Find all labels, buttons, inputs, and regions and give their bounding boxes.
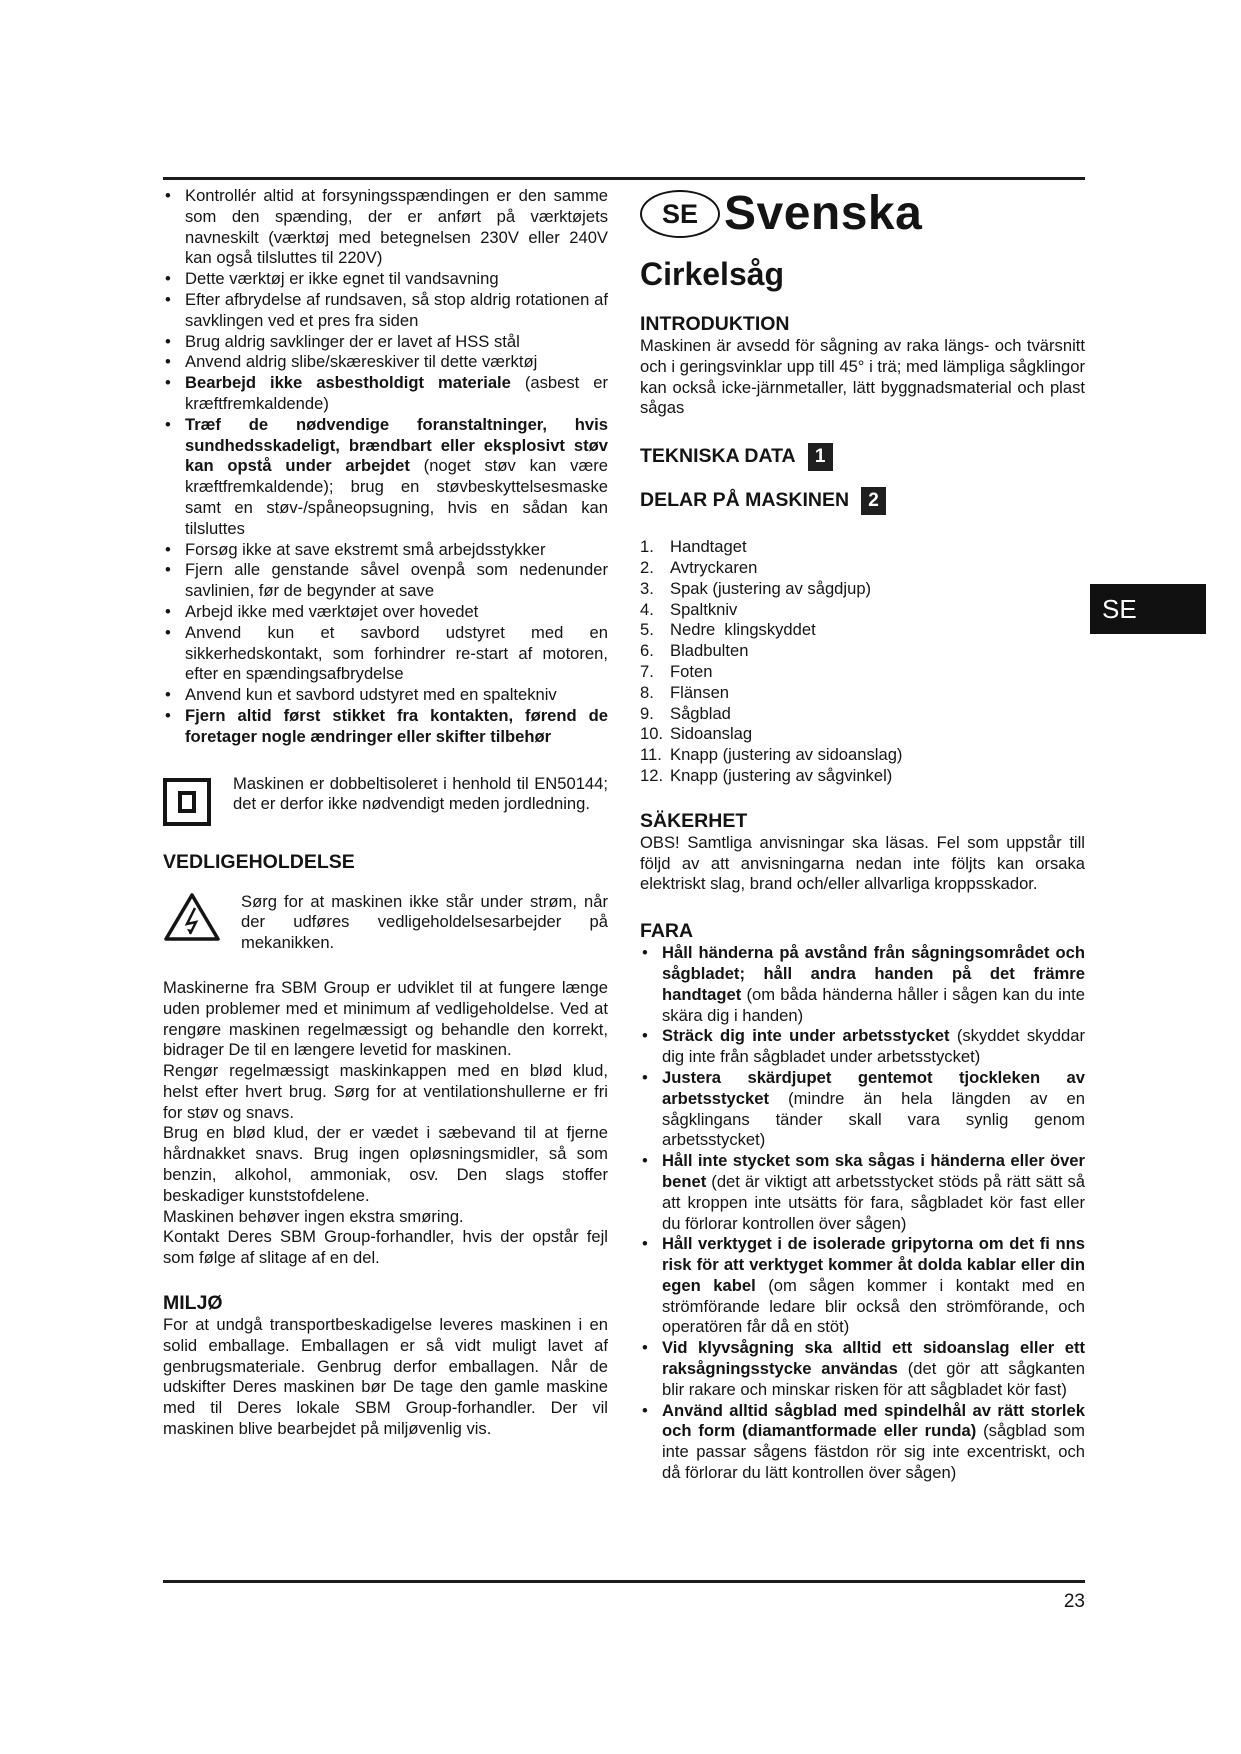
paragraph: Maskinen behøver ingen ekstra smøring. bbox=[163, 1206, 464, 1226]
list-item: • Efter afbrydelse af rundsaven, så stop aldrig rotationen af savklingen ved et pres fra siden bbox=[163, 290, 608, 332]
bottom-rule bbox=[163, 1580, 1085, 1583]
list-item: 9. Sågblad bbox=[640, 703, 731, 723]
left-column bbox=[163, 186, 608, 1440]
electric-warning-icon bbox=[163, 892, 221, 942]
maintenance-heading: VEDLIGEHOLDELSE bbox=[163, 850, 355, 873]
figure-ref-badge: 2 bbox=[861, 487, 886, 515]
double-insulation-text: Maskinen er dobbeltisoleret i henhold til EN50144; det er derfor ikke nødvendigt meden jordledning. bbox=[233, 773, 608, 814]
list-item: 11. Knapp (justering av sidoanslag) bbox=[640, 745, 903, 765]
paragraph: Rengør regelmæssigt maskinkappen med en blød klud, helst efter hvert brug. Sørg for at ventilationshullerne er fri for støv og snavs. bbox=[163, 1061, 608, 1122]
language-title bbox=[640, 186, 1085, 242]
list-item: 2. Avtryckaren bbox=[640, 557, 758, 577]
list-item-rest: (noget støv kan være kræftfremkaldende); brug en støvbeskyttelsesmaske samt en støv-/spåneopsugning, hvis en sådan kan tilsluttes bbox=[185, 456, 608, 538]
list-item: 8. Flänsen bbox=[640, 682, 730, 702]
list-item-rest: (asbest er kræftfremkaldende) bbox=[185, 373, 608, 413]
product-subtitle: Cirkelsåg bbox=[640, 256, 785, 292]
list-item: 1. Handtaget bbox=[640, 537, 747, 557]
danger-heading: FARA bbox=[640, 920, 694, 943]
list-item: 12. Knapp (justering av sågvinkel) bbox=[640, 765, 893, 785]
list-item: • Sträck dig inte under arbetsstycket (skyddet skyddar dig inte från sågbladet under arbetsstycket) bbox=[640, 1026, 1085, 1068]
parts-list bbox=[640, 537, 1085, 787]
tech-data-heading bbox=[640, 443, 1085, 471]
page-title: Svenska bbox=[724, 187, 923, 240]
list-item: • Fjern alle genstande såvel ovenpå som nedenunder savlinien, før de begynder at save bbox=[163, 560, 608, 602]
list-item: 3. Spak (justering av sågdjup) bbox=[640, 578, 872, 598]
right-column bbox=[640, 186, 1085, 1484]
parts-heading bbox=[640, 487, 1085, 515]
list-item: 7. Foten bbox=[640, 661, 713, 681]
safety-text: OBS! Samtliga anvisningar ska läsas. Fel som uppstår till följd av att anvisningarna nedan inte följts kan orsaka elektriskt slag, brand och/eller allvarliga kroppsskador. bbox=[640, 832, 1085, 894]
maintenance-warning bbox=[163, 892, 608, 954]
double-insulation-note bbox=[163, 774, 608, 826]
list-item: • Anvend kun et savbord udstyret med en sikkerhedskontakt, som forhindrer re-start af motoren, efter en spændingsafbrydelse bbox=[163, 623, 608, 685]
list-item: • Håll inte stycket som ska sågas i händerna eller över benet (det är viktigt att arbetsstycket stöds på rätt sätt så att kroppen inte utsätts för fara, sågbladet kör fast eller du förlorar kontrollen över sågen) bbox=[640, 1151, 1085, 1234]
list-item: 5. Nedre klingskyddet bbox=[640, 620, 816, 640]
list-item: 10. Sidoanslag bbox=[640, 724, 753, 744]
list-item-bold: Fjern altid først stikket fra kontakten, førend de foretager nogle ændringer eller skifter tilbehør bbox=[185, 705, 608, 746]
list-item bbox=[163, 373, 608, 415]
list-item: • Arbejd ikke med værktøjet over hovedet bbox=[163, 602, 608, 623]
list-item: • Håll verktyget i de isolerade gripytorna om det fi nns risk för att verktyget kommer åt dolda kablar eller din egen kabel (om sågen kommer i kontakt med en strömförande ledare blir också den strömförande, och operatören får då en stöt) bbox=[640, 1234, 1085, 1338]
double-insulation-icon bbox=[163, 778, 211, 826]
language-side-tab: SE bbox=[1090, 584, 1206, 634]
list-item bbox=[163, 415, 608, 540]
safety-heading: SÄKERHET bbox=[640, 809, 748, 832]
language-badge: SE bbox=[640, 190, 720, 238]
list-item: • Dette værktøj er ikke egnet til vandsavning bbox=[163, 269, 608, 290]
intro-text: Maskinen är avsedd för sågning av raka längs- och tvärsnitt och i geringsvinklar upp till 45° i trä; med lämpliga sågklingor kan också icke-järnmetaller, lätt byggnadsmaterial och plast sågas bbox=[640, 336, 1085, 418]
list-item: 6. Bladbulten bbox=[640, 641, 749, 661]
list-item: • Använd alltid sågblad med spindelhål av rätt storlek och form (diamantformade eller runda) (sågblad som inte passar sågens fästdon rör sig inte excentriskt, och då förlorar du lätt kontrollen över sågen) bbox=[640, 1401, 1085, 1484]
page-number: 23 bbox=[1063, 1591, 1085, 1612]
paragraph: Brug en blød klud, der er vædet i sæbevand til at fjerne hårdnakket snavs. Brug ingen opløsningsmidler, så som benzin, alkohol, ammoniak, osv. Den slags stoffer beskadiger kunststofdelene. bbox=[163, 1123, 608, 1205]
list-item: • Justera skärdjupet gentemot tjockleken av arbetsstycket (mindre än hela längden av en sågklingans tänder skall vara synlig genom arbetsstycket) bbox=[640, 1068, 1085, 1151]
list-item-bold: Bearbejd ikke asbestholdigt materiale bbox=[185, 373, 511, 393]
intro-heading: INTRODUKTION bbox=[640, 313, 790, 335]
maintenance-warning-text: Sørg for at maskinen ikke står under strøm, når der udføres vedligeholdelsesarbejder på mekanikken. bbox=[241, 891, 608, 953]
danger-list bbox=[640, 943, 1085, 1484]
parts-label: DELAR PÅ MASKINEN bbox=[640, 489, 850, 512]
list-item: • Håll händerna på avstånd från sågningsområdet och sågbladet; håll andra handen på det främre handtaget (om båda händerna håller i sågen kan du inte skära dig i handen) bbox=[640, 943, 1085, 1026]
environment-text: For at undgå transportbeskadigelse leveres maskinen i en solid emballage. Emballagen er så vidt muligt lavet af genbrugsmateriale. Genbrug derfor emballagen. Når de udskifter Deres maskinen bør De tage den gamle maskine med til Deres lokale SBM Group-forhandler. Der vil maskinen blive bearbejdet på miljøvenlig vis. bbox=[163, 1315, 608, 1439]
figure-ref-badge: 1 bbox=[808, 443, 833, 471]
list-item: • Brug aldrig savklinger der er lavet af HSS stål bbox=[163, 332, 608, 353]
list-item: • Anvend aldrig slibe/skæreskiver til dette værktøj bbox=[163, 352, 608, 373]
paragraph: Kontakt Deres SBM Group-forhandler, hvis der opstår fejl som følge af slitage af en del. bbox=[163, 1227, 608, 1268]
list-item: • Vid klyvsågning ska alltid ett sidoanslag eller ett raksågningsstycke användas (det gör att sågkanten blir rakare och minskar risken för att sågbladet kör fast) bbox=[640, 1338, 1085, 1400]
list-item bbox=[163, 706, 608, 748]
list-item-bold: Træf de nødvendige foranstaltninger, hvis sundhedsskadeligt, brændbart eller eksplosivt støv kan opstå under arbejdet bbox=[185, 414, 608, 476]
environment-heading: MILJØ bbox=[163, 1292, 223, 1315]
top-rule bbox=[163, 177, 1085, 180]
list-item: • Forsøg ikke at save ekstremt små arbejdsstykker bbox=[163, 540, 608, 561]
maintenance-body bbox=[163, 978, 608, 1269]
tech-data-label: TEKNISKA DATA bbox=[640, 445, 796, 468]
list-item: • Anvend kun et savbord udstyret med en spaltekniv bbox=[163, 685, 608, 706]
paragraph: Maskinerne fra SBM Group er udviklet til at fungere længe uden problemer med et minimum af vedligeholdelse. Ved at rengøre maskinen regelmæssigt og behandle den korrekt, bidrager De til en længere levetid for maskinen. bbox=[163, 977, 608, 1060]
bullet-list-a bbox=[163, 186, 608, 748]
list-item: • Kontrollér altid at forsyningsspændingen er den samme som den spænding, der er anført på værktøjets navneskilt (værktøj med betegnelsen 230V eller 240V kan også tilsluttes til 220V) bbox=[163, 186, 608, 269]
list-item: 4. Spaltkniv bbox=[640, 599, 738, 619]
